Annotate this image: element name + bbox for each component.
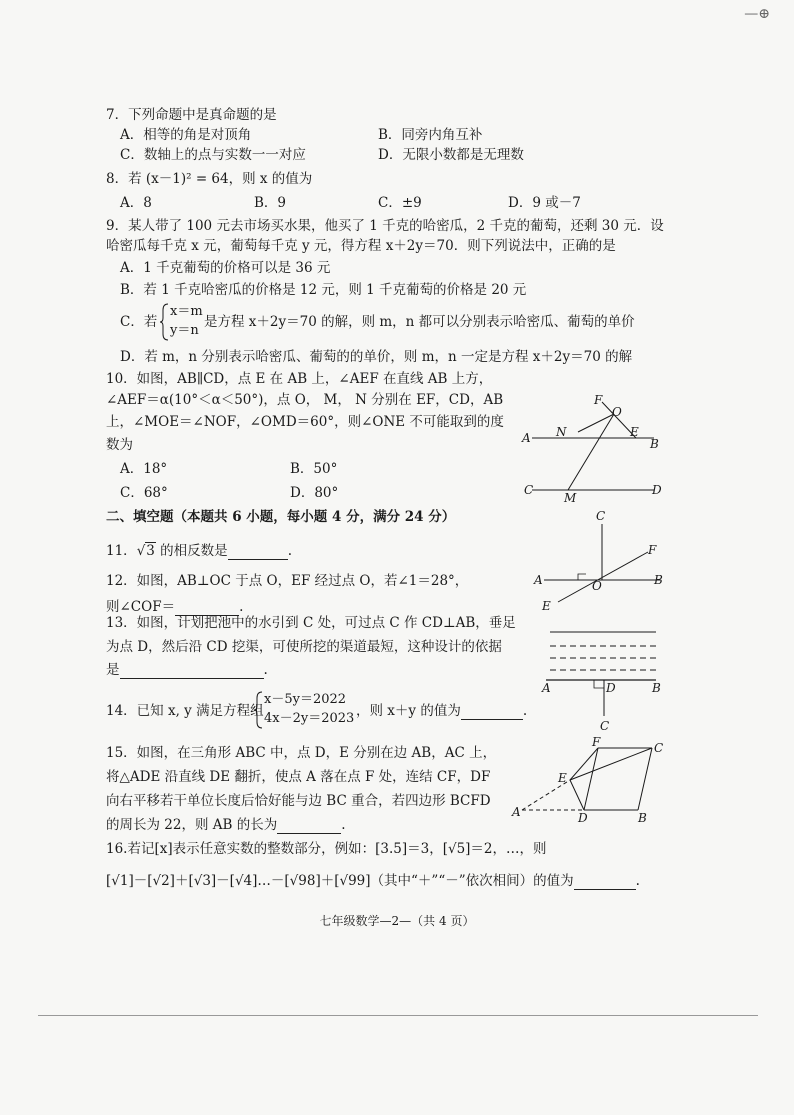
page-footer: 七年级数学—2—（共 4 页） bbox=[319, 914, 475, 928]
q15-end: . bbox=[341, 817, 346, 833]
angle-1-mark bbox=[578, 574, 586, 580]
q9-system-eq1: x＝m bbox=[170, 304, 203, 319]
q15-stem-line3: 向右平移若干单位长度后恰好能与边 BC 重合，若四边形 BCFD bbox=[106, 793, 491, 809]
q8-option-d: D．9 或－7 bbox=[508, 195, 581, 211]
q14-eq2: 4x－2y＝2023 bbox=[264, 711, 355, 726]
q9-stem-line1: 9．某人带了 100 元去市场买水果，他买了 1 千克的哈密瓜，2 千克的葡萄，还剩 30 元．设 bbox=[106, 218, 664, 234]
label-b: B bbox=[650, 437, 659, 451]
q16-answer-blank[interactable] bbox=[574, 875, 636, 890]
segment-fd bbox=[584, 748, 598, 810]
q11-sqrt-sign: √ bbox=[136, 543, 146, 559]
q14-brace bbox=[254, 690, 264, 730]
label-f: F bbox=[648, 543, 657, 557]
q10-option-c: C．68° bbox=[120, 485, 168, 501]
q13-stem-line1: 13．如图，计划把池中的水引到 C 处，可过点 C 作 CD⊥AB，垂足 bbox=[106, 615, 516, 631]
label-c: C bbox=[654, 741, 664, 755]
q9-system-eq2: y＝n bbox=[170, 323, 199, 338]
q13-figure bbox=[536, 622, 666, 734]
q14-tail bbox=[356, 702, 527, 720]
q15-stem-line1: 15．如图，在三角形 ABC 中，点 D，E 分别在边 AB，AC 上， bbox=[106, 745, 497, 761]
bottom-rule bbox=[38, 1015, 758, 1016]
q10-stem-line4: 数为 bbox=[106, 437, 133, 453]
q11 bbox=[106, 542, 292, 560]
q15-answer-blank[interactable] bbox=[277, 819, 341, 834]
q15-stem-line4: 的周长为 22，则 AB 的长为 bbox=[106, 817, 278, 833]
segment-ef bbox=[570, 748, 598, 780]
segment-ec bbox=[570, 748, 652, 780]
q12-stem-line2: 则∠COF＝ bbox=[106, 599, 176, 615]
segment-bc bbox=[638, 748, 652, 810]
q12-stem-line1: 12．如图，AB⊥OC 于点 O，EF 经过点 O，若∠1＝28°， bbox=[106, 573, 469, 589]
label-f: F bbox=[592, 736, 601, 749]
q9-option-c-prefix: C．若 bbox=[120, 314, 158, 330]
q9-option-d: D．若 m，n 分别表示哈密瓜、葡萄的的单价，则 m，n 一定是方程 x＋2y＝70 的解 bbox=[120, 349, 633, 365]
q12-figure bbox=[530, 510, 670, 616]
q16-stem-line1: 16.若记[x]表示任意实数的整数部分，例如：[3.5]＝3，[√5]＝2，…，则 bbox=[106, 841, 547, 857]
q10-stem-line3: 上，∠MOE＝∠NOF，∠OMD＝60°，则∠ONE 不可能取到的度 bbox=[106, 414, 504, 430]
label-a: A bbox=[522, 431, 531, 445]
q16-stem-line2-wrap bbox=[106, 872, 640, 890]
q14-answer-blank[interactable] bbox=[461, 705, 523, 720]
q12-end: . bbox=[239, 599, 244, 615]
q14-end: . bbox=[522, 703, 528, 719]
q9-brace bbox=[160, 302, 170, 342]
label-n: N bbox=[556, 425, 567, 439]
q11-answer-blank[interactable] bbox=[228, 545, 288, 560]
q10-option-a: A．18° bbox=[120, 461, 168, 477]
q8-option-b: B．9 bbox=[254, 195, 287, 211]
q13-end: . bbox=[263, 662, 268, 678]
label-a: A bbox=[542, 681, 551, 695]
q9-stem-line2: 哈密瓜每千克 x 元，葡萄每千克 y 元，得方程 x＋2y＝70．则下列说法中，正确的是 bbox=[106, 238, 616, 254]
q9-option-c-text: 是方程 x＋2y＝70 的解，则 m，n 都可以分别表示哈密瓜、葡萄的单价 bbox=[204, 314, 635, 330]
q8-option-a: A．8 bbox=[120, 195, 152, 211]
label-b: B bbox=[654, 573, 663, 587]
q7-option-a: A．相等的角是对顶角 bbox=[120, 127, 252, 143]
q10-stem-line2: ∠AEF＝α(10°＜α＜50°)，点 O， M， N 分别在 EF，CD，AB bbox=[106, 392, 504, 408]
line-ef bbox=[558, 552, 648, 602]
q14-prefix: 14．已知 x, y 满足方程组 bbox=[106, 703, 264, 719]
q7-option-d: D．无限小数都是无理数 bbox=[378, 147, 524, 163]
label-d: D bbox=[652, 483, 662, 497]
q8-stem: 8．若 (x－1)² = 64，则 x 的值为 bbox=[106, 171, 313, 187]
label-e: E bbox=[558, 771, 567, 785]
q16-stem-line2: [√1]－[√2]＋[√3]－[√4]…－[√98]＋[√99]（其中“＋”“－”依次相间）的值为 bbox=[106, 873, 574, 889]
label-d: D bbox=[578, 811, 588, 825]
label-o: O bbox=[612, 405, 622, 419]
q16-end: . bbox=[635, 873, 640, 889]
q9-option-a: A．1 千克葡萄的价格可以是 36 元 bbox=[120, 260, 331, 276]
label-b: B bbox=[638, 811, 647, 825]
q13-stem-line2: 为点 D，然后沿 CD 挖渠，可使所挖的渠道最短，这种设计的依据 bbox=[106, 639, 502, 655]
q15-stem-line4-wrap bbox=[106, 816, 346, 834]
q10-option-b: B．50° bbox=[290, 461, 338, 477]
q13-answer-blank[interactable] bbox=[120, 664, 264, 679]
label-d: D bbox=[606, 681, 616, 695]
q14-text: ，则 x＋y 的值为 bbox=[356, 703, 461, 719]
q10-stem-line1: 10．如图，AB∥CD，点 E 在 AB 上，∠AEF 在直线 AB 上方， bbox=[106, 371, 493, 387]
q7-option-c: C．数轴上的点与实数一一对应 bbox=[120, 147, 306, 163]
q10-figure bbox=[518, 392, 668, 504]
label-m: M bbox=[564, 491, 577, 504]
right-angle-mark bbox=[594, 680, 604, 688]
label-a: A bbox=[512, 805, 521, 819]
q7-option-b: B．同旁内角互补 bbox=[378, 127, 483, 143]
q11-radicand: 3 bbox=[146, 543, 155, 559]
q8-option-c: C．±9 bbox=[378, 195, 422, 211]
label-c: C bbox=[596, 510, 606, 523]
label-a: A bbox=[534, 573, 543, 587]
q11-text: 的相反数是 bbox=[155, 543, 228, 559]
segment-ed bbox=[570, 780, 584, 810]
label-c: C bbox=[524, 483, 534, 497]
q7-stem: 7．下列命题中是真命题的是 bbox=[106, 107, 277, 123]
q11-end: . bbox=[287, 543, 292, 559]
q11-prefix: 11． bbox=[106, 543, 137, 559]
q13-stem-line3-wrap bbox=[106, 661, 268, 679]
label-f: F bbox=[594, 393, 603, 407]
label-e: E bbox=[630, 425, 639, 439]
q10-option-d: D．80° bbox=[290, 485, 339, 501]
section-2-title: 二、填空题（本题共 6 小题，每小题 4 分，满分 24 分） bbox=[106, 509, 456, 525]
q15-figure bbox=[508, 736, 670, 826]
label-b: B bbox=[652, 681, 661, 695]
label-c: C bbox=[600, 719, 610, 733]
q14-eq1: x－5y＝2022 bbox=[264, 692, 347, 707]
label-o: O bbox=[592, 579, 602, 593]
corner-mark: —⊕ bbox=[744, 6, 770, 22]
q15-stem-line2: 将△ADE 沿直线 DE 翻折，使点 A 落在点 F 处，连结 CF，DF bbox=[106, 769, 491, 785]
q13-stem-line3: 是 bbox=[106, 662, 120, 678]
q9-option-b: B．若 1 千克哈密瓜的价格是 12 元，则 1 千克葡萄的价格是 20 元 bbox=[120, 282, 527, 298]
label-e: E bbox=[542, 599, 551, 613]
